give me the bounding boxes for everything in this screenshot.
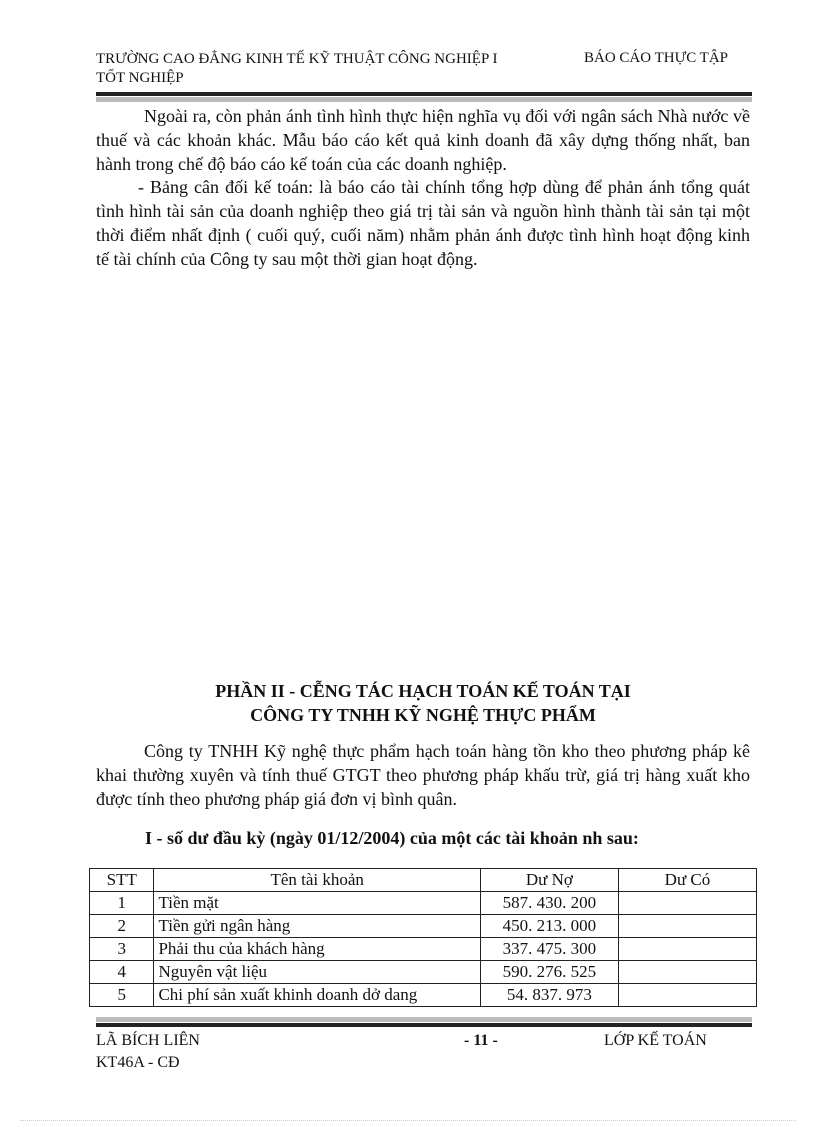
col-header-stt: STT: [90, 869, 154, 892]
cell-stt: 2: [90, 915, 154, 938]
cell-credit: [618, 984, 756, 1007]
section-heading-line1: PHẦN II - CỄNG TÁC HẠCH TOÁN KẾ TOÁN TẠI: [215, 681, 631, 701]
col-header-account: Tên tài khoản: [154, 869, 480, 892]
table-row: [90, 984, 757, 1007]
cell-account: Nguyên vật liệu: [154, 961, 480, 984]
cell-debit: 450. 213. 000: [480, 915, 618, 938]
cell-credit: [618, 892, 756, 915]
page-number: - 11 -: [464, 1032, 498, 1049]
page-bottom-border: [20, 1120, 796, 1121]
table-header-row: [90, 869, 757, 892]
header-rule-shadow: [96, 97, 752, 102]
col-header-credit: Dư Có: [618, 869, 756, 892]
cell-debit: 337. 475. 300: [480, 938, 618, 961]
cell-account: Tiền gửi ngân hàng: [154, 915, 480, 938]
paragraph-balance-sheet: - Bảng cân đối kế toán: là báo cáo tài chính tổng hợp dùng để phản ánh tổng quát tình hình tài sản của doanh nghiệp theo giá trị tài sản và nguồn hình thành tài sản tại một thời điểm nhất định ( cuối quý, cuối năm) nhằm phản ánh được tình hình hoạt động kinh tế tài chính của Công ty sau một thời gian hoạt động.: [96, 177, 750, 269]
cell-stt: 4: [90, 961, 154, 984]
subheading-opening-balance: I - số dư đầu kỳ (ngày 01/12/2004) của một các tài khoản nh sau:: [145, 828, 639, 848]
cell-stt: 1: [90, 892, 154, 915]
footer-class-code: KT46A - CĐ: [96, 1054, 180, 1071]
cell-debit: 590. 276. 525: [480, 961, 618, 984]
col-header-debit: Dư Nợ: [480, 869, 618, 892]
footer-rule-shadow: [96, 1017, 752, 1022]
table-row: [90, 892, 757, 915]
cell-account: Tiền mặt: [154, 892, 480, 915]
cell-debit: 54. 837. 973: [480, 984, 618, 1007]
cell-account: Chi phí sản xuất khinh doanh dở dang: [154, 984, 480, 1007]
paragraph-inventory-method: Công ty TNHH Kỹ nghệ thực phẩm hạch toán hàng tồn kho theo phương pháp kê khai thường xuyên và tính thuế GTGT theo phương pháp khấu trừ, giá trị hàng xuất kho được tính theo phương pháp giá đơn vị bình quân.: [96, 741, 750, 809]
header-school: [96, 50, 566, 88]
table-row: [90, 938, 757, 961]
header-school-name: TRƯỜNG CAO ĐẲNG KINH TẾ KỸ THUẬT CÔNG NGHIỆP I: [96, 51, 498, 67]
footer-rule: [96, 1023, 752, 1027]
cell-debit: 587. 430. 200: [480, 892, 618, 915]
table-row: [90, 915, 757, 938]
header-report-title: BÁO CÁO THỰC TẬP: [584, 50, 729, 66]
header-rule: [96, 92, 752, 96]
cell-account: Phải thu của khách hàng: [154, 938, 480, 961]
footer-author: LÃ BÍCH LIÊN: [96, 1032, 200, 1049]
cell-credit: [618, 915, 756, 938]
section-heading: [96, 679, 750, 727]
table-row: [90, 961, 757, 984]
cell-credit: [618, 961, 756, 984]
cell-stt: 5: [90, 984, 154, 1007]
paragraph-income-report: Ngoài ra, còn phản ánh tình hình thực hiện nghĩa vụ đối với ngân sách Nhà nước về thuế và các khoản khác. Mẫu báo cáo kết quả kinh doanh đã xây dựng thống nhất, ban hành trong chế độ báo cáo kế toán của các doanh nghiệp.: [96, 106, 750, 174]
footer-class-name: LỚP KẾ TOÁN: [604, 1032, 707, 1049]
cell-credit: [618, 938, 756, 961]
header-school-cont: TỐT NGHIỆP: [96, 70, 184, 86]
section-heading-line2: CÔNG TY TNHH KỸ NGHỆ THỰC PHẨM: [250, 705, 596, 725]
opening-balance-table: [89, 868, 757, 1007]
cell-stt: 3: [90, 938, 154, 961]
